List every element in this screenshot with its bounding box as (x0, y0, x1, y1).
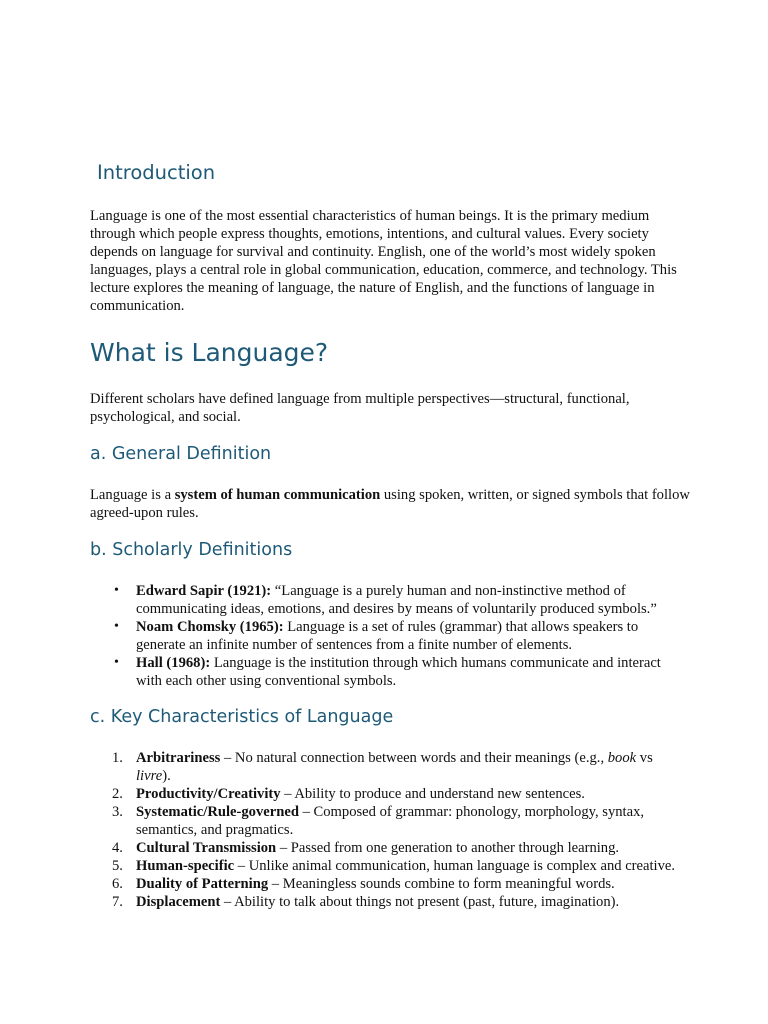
characteristic-term: Duality of Patterning (136, 876, 269, 892)
bullet-icon: • (114, 655, 119, 670)
characteristic-term: Arbitrariness (136, 750, 221, 766)
list-number: 7. (112, 894, 123, 910)
list-item (90, 618, 690, 654)
scholar-definition: Language is the institution through which humans communicate and interact with each other using conventional symbols. (136, 655, 661, 689)
key-characteristics-heading: c. Key Characteristics of Language (90, 707, 394, 727)
example-end: ). (162, 768, 171, 784)
example-word-book: book (607, 750, 637, 766)
key-characteristics-list (90, 749, 690, 911)
what-is-language-paragraph: Different scholars have defined language from multiple perspectives—structural, functional, psychological, and social. (90, 391, 630, 425)
characteristic-text: – Passed from one generation to another through learning. (276, 840, 620, 856)
list-item (90, 803, 690, 839)
list-item (90, 857, 690, 875)
example-vs: vs (636, 750, 653, 766)
list-item (90, 582, 690, 618)
characteristic-term: Productivity/Creativity (136, 786, 281, 802)
introduction-paragraph: Language is one of the most essential characteristics of human beings. It is the primary medium through which people express thoughts, emotions, intentions, and cultural values. Every society depends on language for survival and continuity. English, one of the world’s most widely spoken languages, plays a central role in global communication, education, commerce, and technology. This lecture explores the meaning of language, the nature of English, and the functions of language in communication. (90, 208, 677, 314)
list-item (90, 749, 690, 785)
characteristic-text: – Ability to talk about things not present (past, future, imagination). (220, 894, 620, 910)
what-is-language-heading: What is Language? (90, 338, 329, 367)
general-definition-heading: a. General Definition (90, 444, 272, 464)
introduction-heading: Introduction (97, 161, 216, 184)
scholar-name: Edward Sapir (1921): (136, 583, 272, 599)
scholar-definition: Language is a set of rules (grammar) that allows speakers to generate an infinite number of sentences from a finite number of elements. (136, 619, 639, 653)
list-item (90, 875, 690, 893)
list-number: 2. (112, 786, 123, 802)
scholarly-definitions-list (90, 582, 690, 690)
example-word-livre: livre (136, 768, 163, 784)
scholar-name: Hall (1968): (136, 655, 211, 671)
scholar-definition: “Language is a purely human and non-instinctive method of communicating ideas, emotions, and desires by means of voluntarily produced symbols.” (136, 583, 657, 617)
bullet-icon: • (114, 583, 119, 598)
characteristic-text: – Ability to produce and understand new sentences. (280, 786, 585, 802)
list-item (90, 785, 690, 803)
characteristic-term: Human-specific (136, 858, 235, 874)
scholar-name: Noam Chomsky (1965): (136, 619, 284, 635)
characteristic-text: – Meaningless sounds combine to form meaningful words. (268, 876, 615, 892)
scholarly-definitions-heading: b. Scholarly Definitions (90, 540, 293, 560)
general-definition-paragraph (90, 486, 690, 522)
list-item (90, 893, 690, 911)
list-number: 1. (112, 750, 123, 766)
list-number: 5. (112, 858, 123, 874)
characteristic-term: Displacement (136, 894, 221, 910)
characteristic-text: – Unlike animal communication, human language is complex and creative. (234, 858, 676, 874)
list-number: 4. (112, 840, 123, 856)
definition-text-before: Language is a (90, 487, 175, 503)
characteristic-term: Systematic/Rule-governed (136, 804, 299, 820)
list-number: 3. (112, 804, 123, 820)
definition-bold-term: system of human communication (174, 487, 381, 503)
list-item (90, 839, 690, 857)
characteristic-text: – No natural connection between words and their meanings (e.g., (220, 750, 608, 766)
characteristic-term: Cultural Transmission (136, 840, 277, 856)
definition-text-after: using spoken, written, or signed symbols that follow agreed-upon rules. (90, 487, 690, 521)
list-item (90, 654, 690, 690)
list-number: 6. (112, 876, 123, 892)
characteristic-text: – Composed of grammar: phonology, morphology, syntax, semantics, and pragmatics. (136, 804, 645, 838)
bullet-icon: • (114, 619, 119, 634)
